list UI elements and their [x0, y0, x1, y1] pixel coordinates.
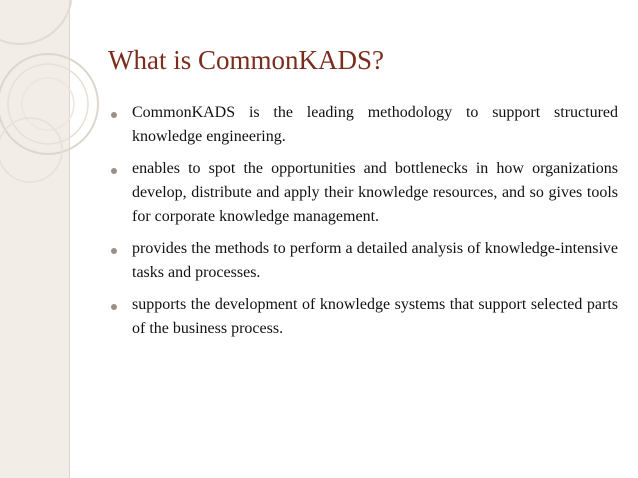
bullet-item-1 [108, 101, 618, 149]
bullet-dot-icon [111, 248, 117, 254]
bullet-item-2 [108, 157, 618, 229]
bullet-dot-icon [111, 112, 117, 118]
slide-title: What is CommonKADS? [108, 45, 384, 75]
deco-circle-top [0, 0, 72, 44]
bullet-text: enables to spot the opportunities and bottlenecks in how organizations develop, distribute and apply their knowledge resources, and so gives tools for corporate knowledge management. [132, 160, 618, 225]
deco-circle-outer [0, 54, 98, 154]
bullet-dot-icon [111, 168, 117, 174]
deco-circle-middle [8, 64, 88, 144]
bullet-item-4 [108, 293, 618, 341]
bullet-dot-icon [111, 304, 117, 310]
bullet-text: CommonKADS is the leading methodology to support structured knowledge engineering. [132, 104, 618, 145]
bullet-item-3 [108, 237, 618, 285]
deco-circle-inner [22, 78, 74, 130]
bullet-text: provides the methods to perform a detailed analysis of knowledge-intensive tasks and processes. [132, 240, 618, 281]
bullet-list [108, 101, 618, 349]
bullet-text: supports the development of knowledge systems that support selected parts of the business process. [132, 296, 618, 337]
